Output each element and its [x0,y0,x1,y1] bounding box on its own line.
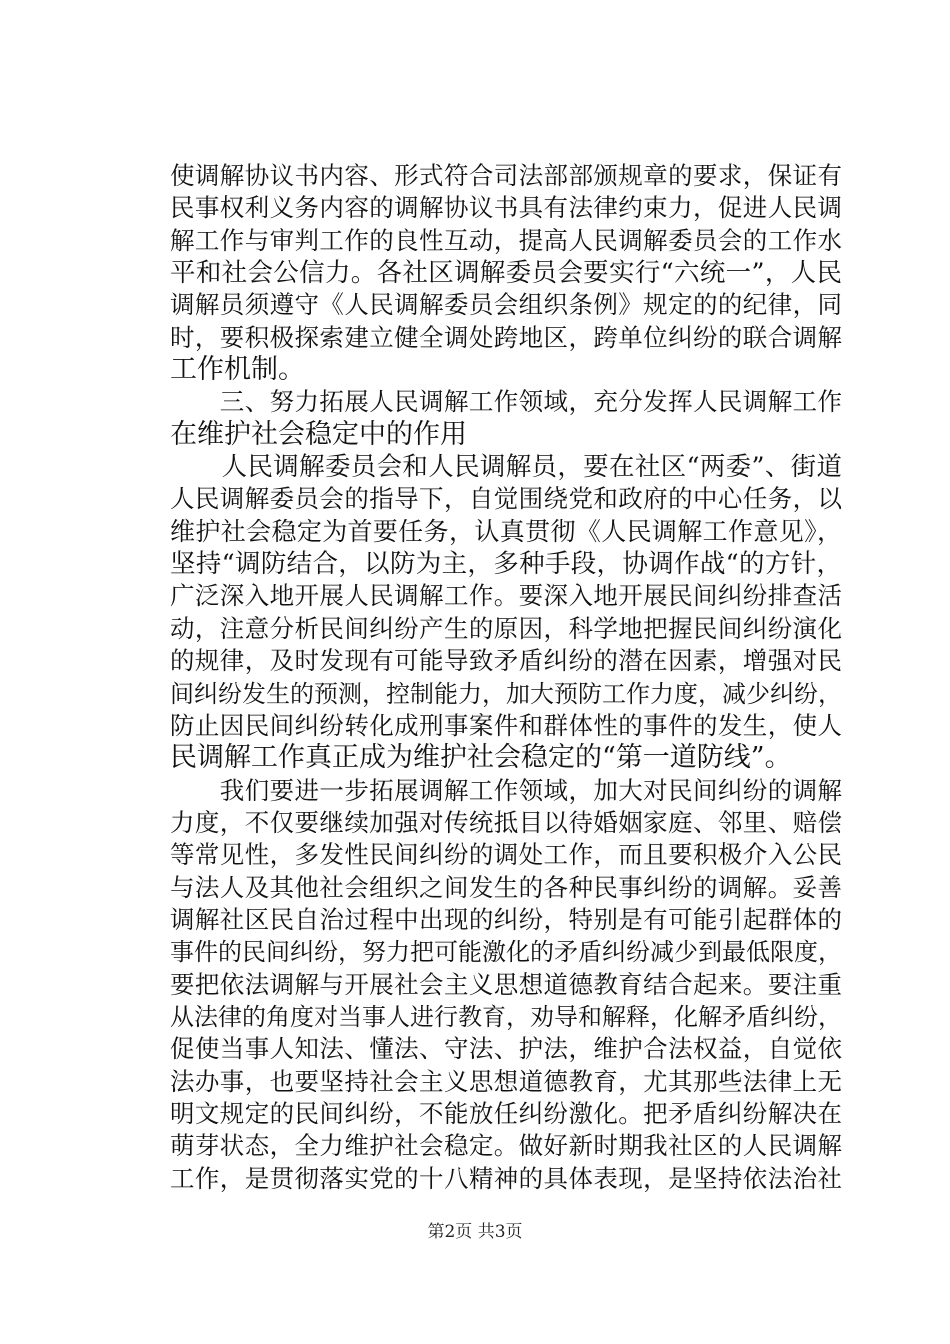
text-line: 等常见性，多发性民间纠纷的调处工作，而且要积极介入公民 [170,840,842,870]
text-line: 的规律，及时发现有可能导致矛盾纠纷的潜在因素，增强对民 [170,646,842,676]
text-line: 平和社会公信力。各社区调解委员会要实行“六统一”，人民 [170,258,842,289]
text-line: 使调解协议书内容、形式符合司法部部颁规章的要求，保证有 [170,161,842,190]
text-line: 工作机制。 [170,354,305,386]
text-line: 坚持“调防结合，以防为主，多种手段，协调作战“的方针， [170,549,842,580]
section-heading-line: 在维护社会稳定中的作用 [170,418,467,450]
text-line: 要把依法调解与开展社会主义思想道德教育结合起来。要注重 [170,969,842,999]
text-line: 维护社会稳定为首要任务，认真贯彻《人民调解工作意见》， [170,516,842,546]
text-line: 力度，不仅要继续加强对传统抵目以待婚姻家庭、邻里、赔偿 [170,807,842,837]
text-line: 工作，是贯彻落实党的十八精神的具体表现，是坚持依法治社 [170,1163,842,1193]
text-line: 人民调解委员会和人民调解员，要在社区“两委”、街道 [170,452,842,483]
text-line: 解工作与审判工作的良性互动，提高人民调解委员会的工作水 [170,225,842,255]
text-line: 时，要积极探索建立健全调处跨地区，跨单位纠纷的联合调解 [170,322,842,352]
text-line: 萌芽状态，全力维护社会稳定。做好新时期我社区的人民调解 [170,1131,842,1161]
body-text [170,160,842,1195]
text-line: 防止因民间纠纷转化成刑事案件和群体性的事件的发生，使人 [170,710,842,740]
text-line: 民调解工作真正成为维护社会稳定的“第一道防线”。 [170,742,792,774]
text-line: 从法律的角度对当事人进行教育，劝导和解释，化解矛盾纠纷， [170,1002,842,1031]
text-line: 人民调解委员会的指导下，自觉围绕党和政府的中心任务，以 [170,484,842,514]
text-line: 间纠纷发生的预测，控制能力，加大预防工作力度，减少纠纷， [170,679,842,708]
text-line: 民事权利义务内容的调解协议书具有法律约束力，促进人民调 [170,193,842,223]
text-line: 我们要进一步拓展调解工作领域，加大对民间纠纷的调解 [170,775,842,805]
section-heading-line: 三、努力拓展人民调解工作领域，充分发挥人民调解工作 [170,387,842,417]
page-number-footer: 第2页 共3页 [427,1222,523,1242]
text-line: 动，注意分析民间纠纷产生的原因，科学地把握民间纠纷演化 [170,613,842,643]
text-line: 与法人及其他社会组织之间发生的各种民事纠纷的调解。妥善 [170,872,842,902]
text-line: 调解社区民自治过程中出现的纠纷，特别是有可能引起群体的 [170,904,842,934]
text-line: 法办事，也要坚持社会主义思想道德教育，尤其那些法律上无 [170,1066,842,1096]
text-line: 调解员须遵守《人民调解委员会组织条例》规定的的纪律，同 [170,290,842,320]
text-line: 明文规定的民间纠纷，不能放任纠纷激化。把矛盾纠纷解决在 [170,1098,842,1128]
text-line: 事件的民间纠纷，努力把可能激化的矛盾纠纷减少到最低限度， [170,938,842,967]
text-line: 促使当事人知法、懂法、守法、护法，维护合法权益，自觉依 [170,1034,842,1064]
text-line: 广泛深入地开展人民调解工作。要深入地开展民间纠纷排查活 [170,581,842,611]
